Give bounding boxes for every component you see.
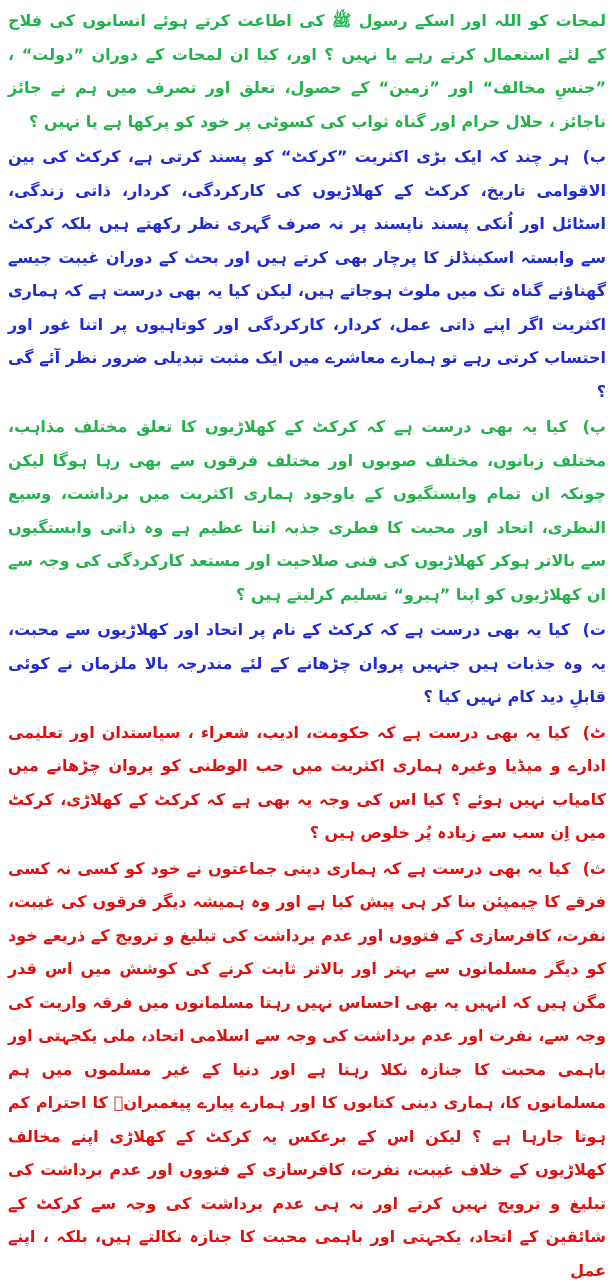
paragraph-text: کیا یہ بھی درست ہے کہ ہماری دینی جماعتوں نے خود کو کسی نہ کسی فرقے کا چیمپئن بنا کر ہی پیش کیا ہے اور وہ ہمیشہ دیگر فرقوں کی غیبت، نفرت، کافرسازی کے فتووں اور عدم برداشت کی تبلیغ و ترویج کے ذریعے خود کو دیگر مسلمانوں سے بہتر اور بالاتر ثابت کرنے کی کوشش میں اس قدر مگن ہیں کہ انہیں یہ بھی احساس نہیں رہتا مسلمانوں میں فرقہ واریت کی وجہ سے، نفرت اور عدم برداشت کی وجہ سے اسلامی اتحاد، ملی یکجہتی اور باہمی محبت کا جنازہ نکلا رہتا ہے اور دنیا کے غیر مسلموں میں ہم مسلمانوں کا، ہماری دینی کتابوں کا اور ہمارے پیارے پیغمبرانؐ کا احترام کم ہوتا جارہا ہے ؟ لیکن اس کے برعکس یہ کرکٹ کے کھلاڑی اپنے مخالف کھلاڑیوں کے خلاف غیبت، نفرت، کافرسازی کے فتووں اور عدم برداشت کی تبلیغ و ترویج نہیں کرتے اور نہ ہی عدم برداشت کی وجہ سے کرکٹ کے شائقین کے اتحاد، یکجہتی اور باہمی محبت کا جنازہ نکالتے ہیں، بلکہ ، اپنے عمل — [8, 859, 606, 1280]
paragraph-text: کیا یہ بھی درست ہے کہ کرکٹ کے کھلاڑیوں کا تعلق مختلف مذاہب، مختلف زبانوں، مختلف صوبوں اور مختلف فرقوں سے بھی رہا ہوگا لیکن چونکہ ان تمام وابستگیوں کے باوجود ہماری اکثریت میں برداشت، وسیع النظری، اتحاد اور محبت کا فطری جذبہ اتنا عظیم ہے وہ ذاتی وابستگیوں سے بالاتر ہوکر کھلاڑیوں کی فنی صلاحیت اور مستعد کارکردگی کی وجہ سے ان کھلاڑیوں کو اپنا ”ہیرو“ تسلیم کرلیتے ہیں ؟ — [8, 417, 606, 604]
paragraph-b — [8, 140, 606, 408]
paragraph-s — [8, 852, 606, 1287]
paragraph-tt — [8, 716, 606, 850]
paragraph-text: کیا یہ بھی درست ہے کہ کرکٹ کے نام پر اتحاد اور کھلاڑیوں سے محبت، یہ وہ جذبات ہیں جنہیں پروان چڑھانے کے لئے مندرجہ بالا ملزمان نے کوئی قابلِ دید کام نہیں کیا ؟ — [8, 620, 606, 706]
paragraph-text: کیا یہ بھی درست ہے کہ حکومت، ادیب، شعراء ، سیاستدان اور تعلیمی ادارے و میڈیا وغیرہ ہماری اکثریت میں حب الوطنی کو پروان چڑھانے میں کامیاب نہیں ہوئے ؟ کیا اس کی وجہ یہ بھی ہے کہ کرکٹ کے کھلاڑی، کرکٹ میں اِن سب سے زیادہ پُر خلوص ہیں ؟ — [8, 723, 606, 843]
paragraph-marker: ٹ) — [583, 723, 606, 742]
paragraph-marker: ب) — [583, 147, 606, 166]
paragraph-intro — [8, 4, 606, 138]
paragraph-t — [8, 613, 606, 714]
paragraph-text: لمحات کو اللہ اور اسکے رسول ﷺ کی اطاعت کرتے ہوئے انسانوں کی فلاح کے لئے استعمال کرتے رہے یا نہیں ؟ اور، کیا ان لمحات کے دوران ”دولت“ ، ”جنسِ مخالف“ اور ”زمین“ کے حصول، تعلق اور تصرف میں ہم نے جائز ناجائز ، حلال حرام اور گناہ ثواب کی کسوٹی پر خود کو پرکھا ہے یا نہیں ؟ — [8, 11, 606, 131]
paragraph-p — [8, 410, 606, 611]
paragraph-marker: پ) — [583, 417, 606, 436]
paragraph-marker: ت) — [583, 620, 606, 639]
paragraph-text: ہر چند کہ ایک بڑی اکثریت ”کرکٹ“ کو پسند کرتی ہے، کرکٹ کی بین الاقوامی تاریخ، کرکٹ کے کھلاڑیوں کی کارکردگی، کردار، ذاتی زندگی، اسٹائل اور اُنکی پسند ناپسند پر نہ صرف گہری نظر رکھتے ہیں بلکہ کرکٹ سے وابستہ اسکینڈلز کا پرچار بھی کرتے ہیں اور بحث کے دوران غیبت جیسے گھناؤنے گناہ تک میں ملوث ہوجاتے ہیں، لیکن کیا یہ بھی درست ہے کہ ہماری اکثریت اگر اپنے ذاتی عمل، کردار، کارکردگی اور کوتاہیوں پر اتنا غور اور احتساب کرتی رہے تو ہمارے معاشرے میں ایک مثبت تبدیلی ضرور نظر آئے گی ؟ — [8, 147, 606, 401]
paragraph-marker: ث) — [583, 859, 606, 878]
